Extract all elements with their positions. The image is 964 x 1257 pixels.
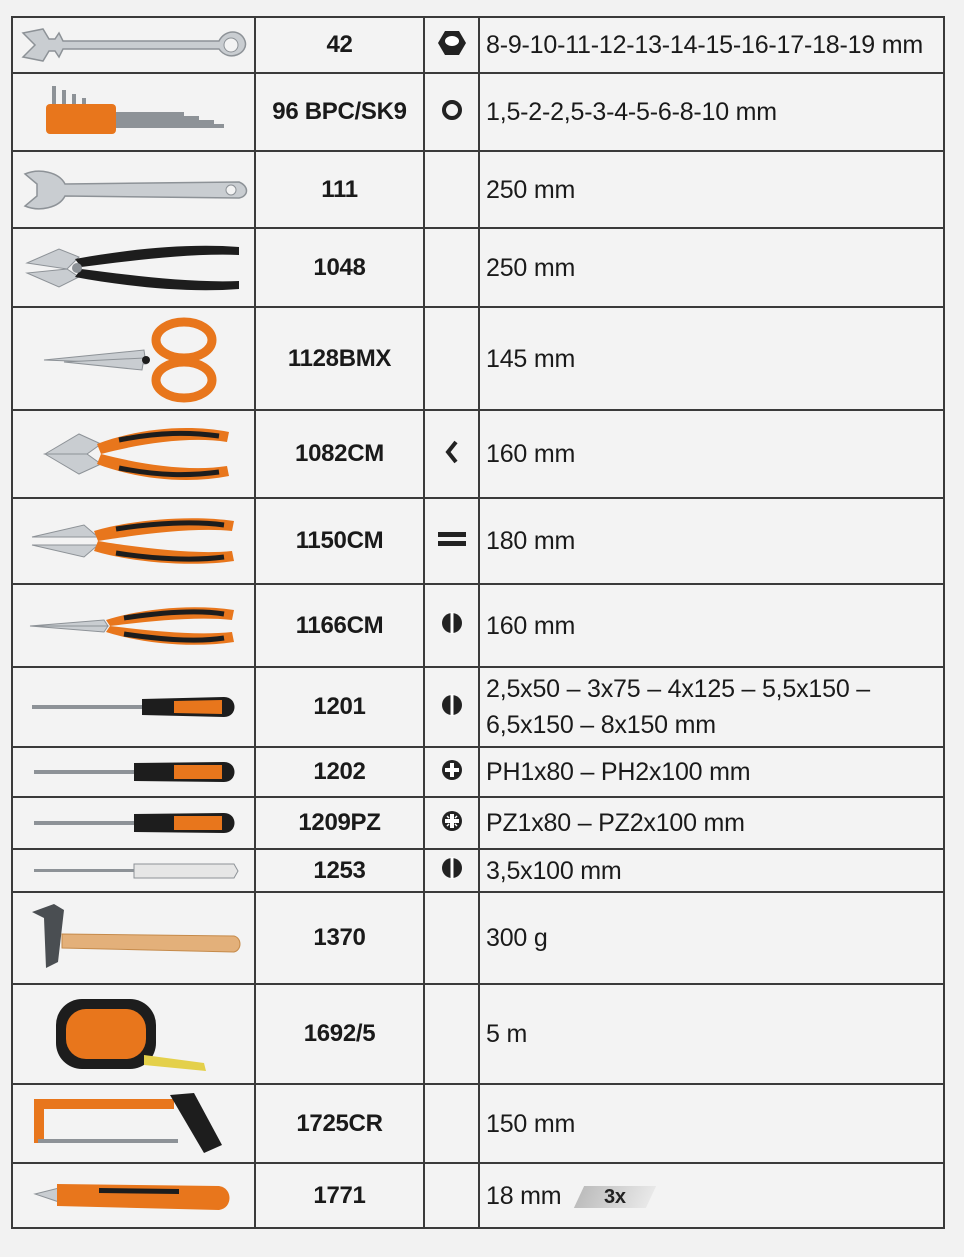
table-row	[12, 410, 944, 498]
size-spec-cell	[479, 73, 944, 151]
tool-image-cell	[12, 151, 255, 228]
tip-type-cell	[424, 584, 479, 667]
table-row	[12, 17, 944, 73]
split-circle-icon	[440, 856, 464, 885]
table-row	[12, 228, 944, 307]
quantity-badge-label: 3x	[604, 1185, 627, 1208]
tip-type-cell	[424, 797, 479, 849]
table-row	[12, 73, 944, 151]
tip-type-cell	[424, 151, 479, 228]
table-row	[12, 498, 944, 584]
phillips-screwdriver-image	[13, 755, 254, 789]
size-spec-cell	[479, 17, 944, 73]
tool-image-cell	[12, 73, 255, 151]
tool-image-cell	[12, 1084, 255, 1163]
size-spec-cell	[479, 797, 944, 849]
tip-type-cell	[424, 1163, 479, 1228]
size-spec-cell	[479, 151, 944, 228]
size-spec: 160 mm	[486, 440, 576, 468]
tip-type-cell	[424, 849, 479, 892]
pozidriv-icon	[440, 809, 464, 838]
size-spec: 160 mm	[486, 611, 576, 640]
tool-image-cell	[12, 892, 255, 984]
size-spec: 150 mm	[486, 1109, 576, 1138]
product-code: 1209PZ	[255, 797, 424, 849]
table-row	[12, 307, 944, 410]
product-code: 1082CM	[255, 410, 424, 498]
pozidriv-screwdriver-image	[13, 806, 254, 840]
tip-type-cell	[424, 410, 479, 498]
size-spec: 300 g	[486, 924, 548, 952]
utility-knife-image	[13, 1168, 254, 1224]
size-spec-cell	[479, 498, 944, 584]
tip-type-cell	[424, 892, 479, 984]
combination-wrench-image	[13, 23, 254, 67]
hacksaw-image	[13, 1089, 254, 1159]
tool-image-cell	[12, 849, 255, 892]
size-spec: PH1x80 – PH2x100 mm	[486, 758, 751, 786]
flat-jaw-icon	[437, 529, 467, 554]
size-spec: 3,5x100 mm	[486, 856, 622, 885]
cutting-edge-icon	[444, 440, 460, 469]
tool-table	[11, 16, 945, 1229]
product-code: 111	[255, 151, 424, 228]
product-code: 1370	[255, 892, 424, 984]
tool-image-cell	[12, 797, 255, 849]
size-spec: 1,5-2-2,5-3-4-5-6-8-10 mm	[486, 98, 777, 126]
slip-joint-pliers-image	[13, 233, 254, 303]
hex-key-set-image	[13, 76, 254, 148]
size-spec-cell	[479, 849, 944, 892]
tool-image-cell	[12, 984, 255, 1084]
size-spec-cell	[479, 747, 944, 797]
size-spec: 18 mm	[486, 1181, 562, 1210]
size-spec: 145 mm	[486, 344, 576, 373]
table-row	[12, 1084, 944, 1163]
product-code: 1048	[255, 228, 424, 307]
product-code: 96 BPC/SK9	[255, 73, 424, 151]
voltage-tester-image	[13, 856, 254, 886]
slotted-screwdriver-image	[13, 687, 254, 727]
tool-image-cell	[12, 584, 255, 667]
size-spec: PZ1x80 – PZ2x100 mm	[486, 809, 745, 837]
table-row	[12, 667, 944, 747]
size-spec-cell	[479, 1163, 944, 1228]
adjustable-wrench-image	[13, 166, 254, 214]
tip-type-cell	[424, 17, 479, 73]
table-row	[12, 892, 944, 984]
size-spec: 250 mm	[486, 175, 576, 204]
table-row	[12, 151, 944, 228]
size-spec-cell	[479, 410, 944, 498]
tool-image-cell	[12, 228, 255, 307]
hammer-image	[13, 898, 254, 978]
tip-type-cell	[424, 307, 479, 410]
product-code: 1201	[255, 667, 424, 747]
size-spec: 180 mm	[486, 527, 576, 555]
size-spec-cell	[479, 984, 944, 1084]
split-circle-icon	[440, 611, 464, 640]
product-code: 1166CM	[255, 584, 424, 667]
table-row	[12, 1163, 944, 1228]
tape-measure-image	[13, 989, 254, 1079]
product-code: 1771	[255, 1163, 424, 1228]
table-row	[12, 584, 944, 667]
tip-type-cell	[424, 498, 479, 584]
product-code: 1692/5	[255, 984, 424, 1084]
product-code: 1253	[255, 849, 424, 892]
tip-type-cell	[424, 747, 479, 797]
long-nose-pliers-image	[13, 590, 254, 662]
size-spec-cell	[479, 584, 944, 667]
tip-type-cell	[424, 667, 479, 747]
product-code: 42	[255, 17, 424, 73]
tip-type-cell	[424, 228, 479, 307]
tool-image-cell	[12, 17, 255, 73]
tool-image-cell	[12, 307, 255, 410]
split-circle-icon	[440, 693, 464, 722]
size-spec-cell	[479, 228, 944, 307]
size-spec: 250 mm	[486, 253, 576, 282]
hex-nut-icon	[437, 29, 467, 62]
tool-image-cell	[12, 747, 255, 797]
ring-icon	[440, 98, 464, 127]
table-row	[12, 797, 944, 849]
size-spec: 2,5x50 – 3x75 – 4x125 – 5,5x150 – 6,5x150 – 8x150 mm	[486, 675, 870, 739]
size-spec-cell	[479, 667, 944, 747]
size-spec-cell	[479, 307, 944, 410]
electrician-scissors-image	[13, 314, 254, 404]
product-code: 1725CR	[255, 1084, 424, 1163]
tip-type-cell	[424, 73, 479, 151]
size-spec: 8-9-10-11-12-13-14-15-16-17-18-19 mm	[486, 31, 924, 59]
tool-image-cell	[12, 667, 255, 747]
quantity-badge	[574, 1186, 656, 1208]
product-code: 1128BMX	[255, 307, 424, 410]
combination-pliers-image	[13, 503, 254, 579]
tool-image-cell	[12, 1163, 255, 1228]
tool-image-cell	[12, 498, 255, 584]
size-spec-cell	[479, 1084, 944, 1163]
tip-type-cell	[424, 984, 479, 1084]
product-code: 1150CM	[255, 498, 424, 584]
size-spec-cell	[479, 892, 944, 984]
product-code: 1202	[255, 747, 424, 797]
table-row	[12, 984, 944, 1084]
diagonal-cutters-image	[13, 414, 254, 494]
table-row	[12, 747, 944, 797]
tool-image-cell	[12, 410, 255, 498]
phillips-icon	[440, 758, 464, 787]
tip-type-cell	[424, 1084, 479, 1163]
size-spec: 5 m	[486, 1020, 528, 1048]
table-row	[12, 849, 944, 892]
